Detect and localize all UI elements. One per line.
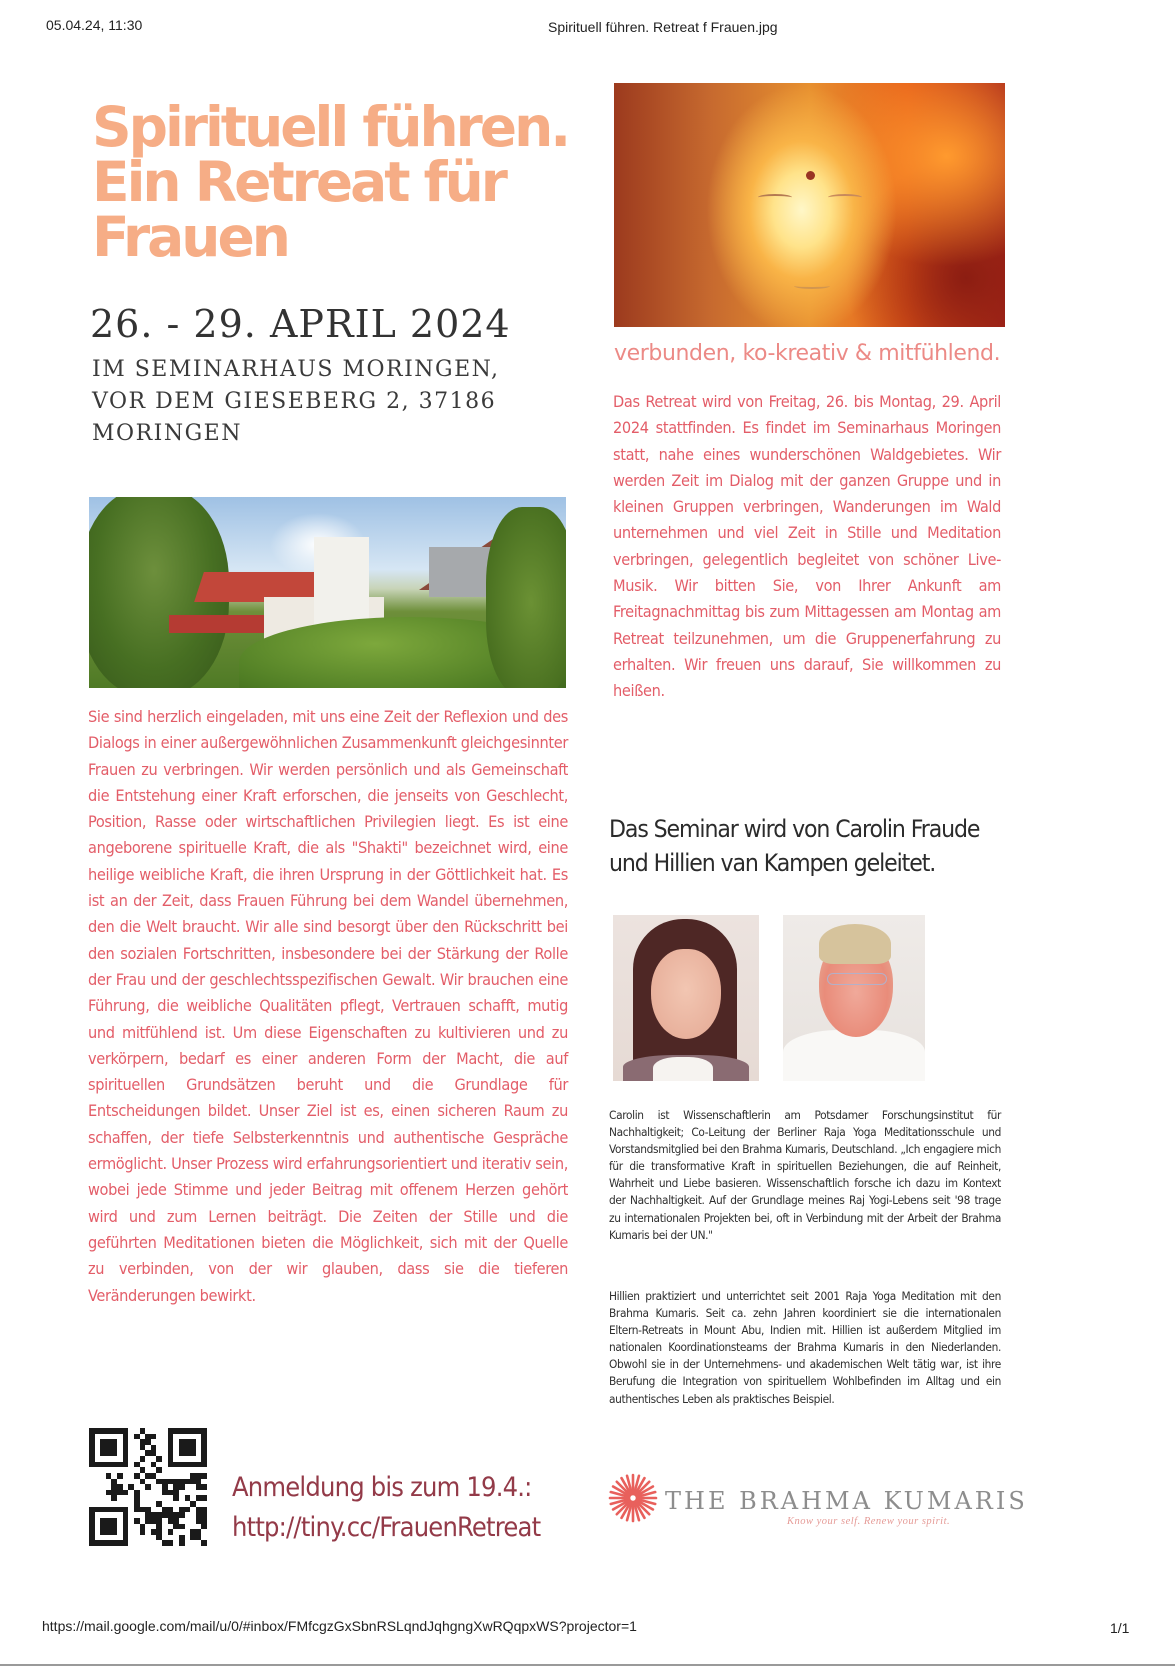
- registration-link[interactable]: http://tiny.cc/FrauenRetreat: [232, 1512, 541, 1543]
- title-line-3: Frauen: [92, 205, 288, 269]
- mouth-shape: [794, 283, 830, 289]
- leaders-heading: Das Seminar wird von Carolin Fraude und Hillien van Kampen geleitet.: [609, 815, 980, 877]
- title-line-1: Spirituell führen.: [92, 95, 569, 159]
- venue-line-1: IM SEMINARHAUS MORINGEN,: [92, 357, 500, 382]
- logo-slogan: Know your self. Renew your spirit.: [787, 1516, 951, 1527]
- registration-block: [232, 1468, 540, 1548]
- sunburst-icon: [607, 1472, 659, 1524]
- print-document-title: Spirituell führen. Retreat f Frauen.jpg: [548, 19, 778, 35]
- collar-shape: [653, 1057, 713, 1081]
- bindi-shape: [806, 171, 815, 180]
- print-datetime: 05.04.24, 11:30: [46, 17, 143, 33]
- portrait-carolin: [613, 915, 759, 1081]
- print-page-number: 1/1: [1110, 1620, 1130, 1636]
- goddess-image: [614, 83, 1005, 327]
- eye-left-shape: [758, 194, 792, 201]
- venue-line-2: VOR DEM GIESEBERG 2, 37186: [92, 389, 497, 414]
- brahma-kumaris-logo: [607, 1472, 1028, 1532]
- logo-name: THE BRAHMA KUMARIS: [665, 1487, 1028, 1515]
- eye-right-shape: [828, 194, 862, 201]
- venue-line-3: MORINGEN: [92, 421, 242, 446]
- event-venue: [92, 354, 572, 450]
- retreat-intro-text: Das Retreat wird von Freitag, 26. bis Montag, 29. April 2024 stattfinden. Es findet im Seminarhaus Moringen statt, nahe eines wunderschönen Waldgebietes. Wir werden Zeit im Dialog mit der ganzen Gruppe und in kleinen Gruppen verbringen, Wanderungen im Wald unternehmen und viel Zeit in Stille und Meditation verbringen, gelegentlich begleitet von schöner Live-Musik. Wir bitten Sie, von Ihrer Ankunft am Freitagnachmittag bis zum Mittagessen am Montag am Retreat teilzunehmen, um die Gruppenerfahrung zu erhalten. Wir freuen uns darauf, Sie willkommen zu heißen.: [613, 392, 1001, 701]
- portrait-hillien: [783, 915, 925, 1081]
- print-url: https://mail.google.com/mail/u/0/#inbox/FMfcgzGxSbnRSLqndJqhgngXwRQqpxWS?projector=1: [42, 1618, 637, 1634]
- tagline: verbunden, ko-kreativ & mitfühlend.: [614, 341, 1001, 366]
- bio-hillien: Hillien praktiziert und unterrichtet seit 2001 Raja Yoga Meditation mit den Brahma Kumaris. Seit ca. zehn Jahren koordiniert sie die internationalen Eltern-Retreats in Mount Abu, Indien mit. Hillien ist außerdem Mitglied im nationalen Koordinationsteams der Brahma Kumaris in den Niederlanden. Obwohl sie in der Unternehmens- und akademischen Welt tätig war, ist ihre Berufung die Integration von spirituellem Wohlbefinden im Alltag und ein authentisches Leben als praktisches Beispiel.: [609, 1289, 1001, 1406]
- qr-code-icon[interactable]: [89, 1428, 207, 1546]
- bio-carolin: Carolin ist Wissenschaftlerin am Potsdamer Forschungsinstitut für Nachhaltigkeit; Co-Leitung der Berliner Raja Yoga Meditationsschule und Vorstandsmitglied bei den Brahma Kumaris, Deutschland. „Ich engagiere mich für die transformative Kraft in spirituellen Beziehungen, die auf Reinheit, Wahrheit und Liebe basieren. Wissenschaftlich forsche ich dazu im Kontext der Nachhaltigkeit. Auf der Grundlage meines Raj Yogi-Lebens seit '98 trage zu internationalen Projekten bei, oft in Verbindung mit der Arbeit der Brahma Kumaris bei der UN.": [609, 1108, 1001, 1242]
- seminar-house-image: [89, 497, 566, 688]
- face-shape: [651, 949, 721, 1039]
- robe-shape: [783, 1030, 925, 1081]
- hair-shape: [819, 924, 891, 964]
- invitation-body-text: Sie sind herzlich eingeladen, mit uns eine Zeit der Reflexion und des Dialogs in einer außergewöhnlichen Zusammenkunft gleichgesinnter Frauen zu verbringen. Wir werden persönlich und als Gemeinschaft die Entstehung einer Kraft erforschen, die jenseits von Geschlecht, Position, Rasse oder wirtschaftlichen Privilegien liegt. Es ist eine angeborene spirituelle Kraft, die als "Shakti" bezeichnet wird, eine heilige weibliche Kraft, die ihren Ursprung in der Göttlichkeit hat. Es ist an der Zeit, dass Frauen Führung bei dem Wandel übernehmen, den die Welt braucht. Wir alle sind besorgt über den Rückschritt bei den sozialen Fortschritten, insbesondere bei der Stärkung der Rolle der Frau und der geschlechtsspezifischen Gewalt. Wir brauchen eine Führung, die weibliche Qualitäten pflegt, Vertrauen schafft, mutig und mitfühlend ist. Um diese Eigenschaften zu kultivieren und zu verkörpern, bedarf es einer anderen Form der Macht, die auf spirituellen Grundsätzen beruht und die Grundlage für Entscheidungen bildet. Unser Ziel ist es, einen sicheren Raum zu schaffen, der tiefe Selbsterkenntnis und authentische Gespräche ermöglicht. Unser Prozess wird erfahrungsorientiert und iterativ sein, wobei jede Stimme und jeder Beitrag mit offenem Herzen gehört wird und zum Lernen beiträgt. Die Zeiten der Stille und die geführten Meditationen bieten die Möglichkeit, sich mit der Quelle zu verbinden, von der wir glauben, dass sie die tieferen Veränderungen bewirkt.: [88, 707, 568, 1305]
- footer-divider: [0, 1664, 1175, 1666]
- flyer-title: [92, 95, 582, 269]
- registration-deadline: Anmeldung bis zum 19.4.:: [232, 1472, 532, 1503]
- event-dates: 26. - 29. APRIL 2024: [90, 302, 511, 346]
- glasses-shape: [827, 973, 887, 985]
- tree-shape: [486, 507, 566, 688]
- title-line-2: Ein Retreat für: [92, 150, 505, 214]
